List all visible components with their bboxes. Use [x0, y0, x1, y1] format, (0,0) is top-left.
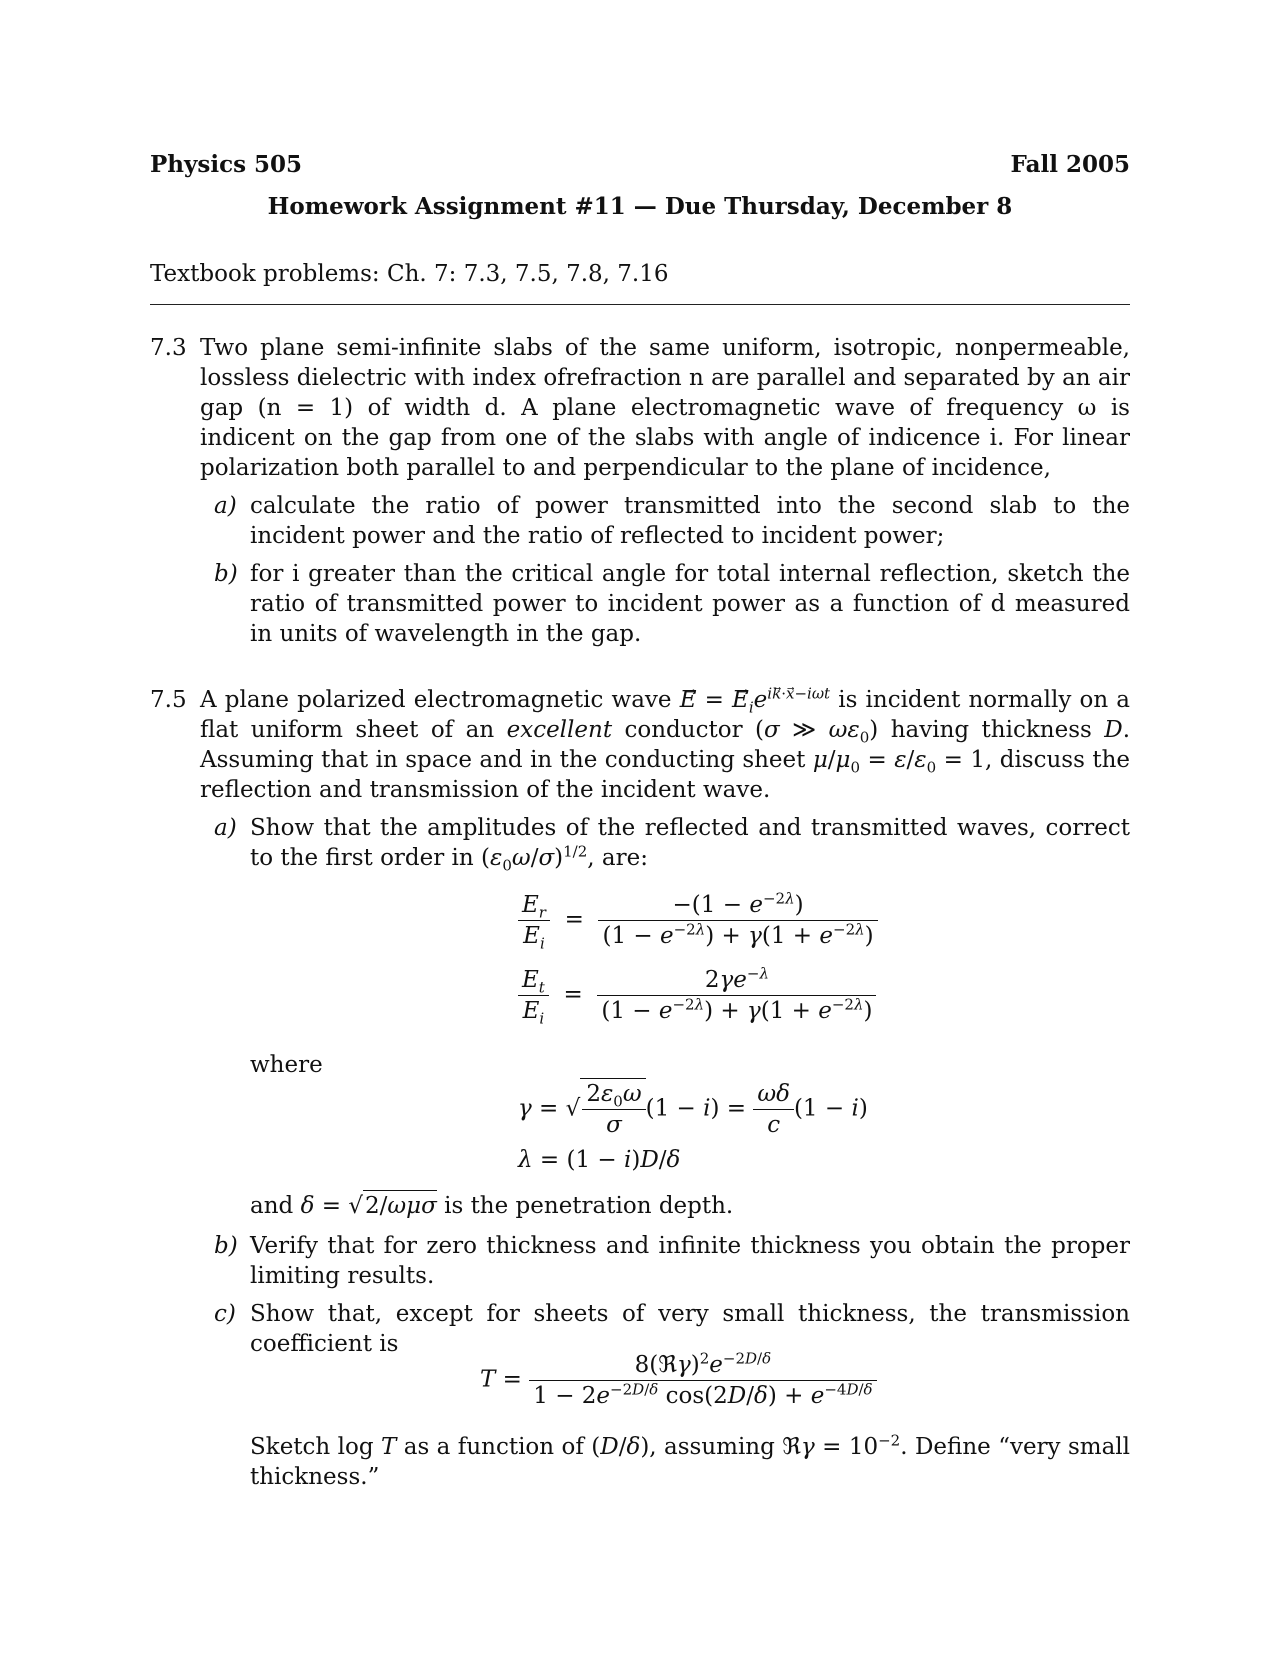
problem-text: Two plane semi-infinite slabs of the same uniform, isotropic, nonpermeable, lossless dielectric with index ofrefraction n are parallel and separated by an air gap (n = 1) of width d. A plane electromagnetic wave of frequency ω is indicent on the gap from one of the slabs with angle of indicence i. For linear polarization both parallel to and perpendicular to the plane of incidence,	[200, 335, 1130, 481]
course-name: Physics 505	[150, 151, 303, 178]
equation-transmitted: $\frac{E_t}{E_i}$ = $\frac{2\gamma e^{-\lambda}}{(1 - e^{-2\lambda}) + \gamma(1 + e^{-2\lambda})}$	[518, 965, 876, 1026]
part-text: calculate the ratio of power transmitted into the second slab to the incident power and the ratio of reflected to incident power;	[250, 493, 1130, 549]
divider	[150, 304, 1130, 305]
part-label: a)	[214, 815, 237, 841]
equation-transmission: T = $\frac{8(ℜ\gamma)^2e^{-2D/\delta}}{1 - 2e^{-2D/\delta} \cos(2D/\delta) + e^{-4D/\delta}}$	[480, 1350, 877, 1411]
assignment-title: Homework Assignment #11 — Due Thursday, December 8	[267, 193, 1013, 220]
part-a	[214, 813, 1130, 875]
term: Fall 2005	[1010, 151, 1130, 178]
problem-7-5-parts	[150, 1231, 1130, 1359]
part-label: b)	[214, 561, 238, 587]
part-b	[214, 559, 1130, 649]
part-label: c)	[214, 1301, 236, 1327]
part-text: for i greater than the critical angle for total internal reflection, sketch the ratio of transmitted power to incident power as a function of d measured in units of wavelength in the gap.	[250, 561, 1130, 647]
equation-reflected: $\frac{E_r}{E_i}$ = $\frac{-(1 - e^{-2\lambda})}{(1 - e^{-2\lambda}) + \gamma(1 + e^{-2\lambda})}$	[518, 890, 878, 951]
equation-lambda: λ = (1 − i)D/δ	[518, 1147, 681, 1173]
part-label: b)	[214, 1233, 238, 1259]
part-b	[214, 1231, 1130, 1291]
penetration-depth: and δ = √2/ωμσ is the penetration depth.	[250, 1190, 733, 1221]
problem-7-5	[150, 685, 1130, 873]
sketch-text: Sketch log T as a function of (D/δ), assuming ℜγ = $10^{-2}$. Define “very small thickness.”	[250, 1431, 1130, 1490]
problem-7-3	[150, 333, 1130, 649]
problem-number: 7.5	[150, 687, 187, 713]
equation-gamma: γ = √ $\frac{2\varepsilon_0\omega}{\sigma}$ (1 − i) = $\frac{\omega\delta}{c}$ (1 − i)	[518, 1078, 868, 1140]
problem-number: 7.3	[150, 335, 187, 361]
part-label: a)	[214, 493, 237, 519]
part-text: Verify that for zero thickness and infinite thickness you obtain the proper limiting results.	[250, 1233, 1130, 1289]
where-text: where	[250, 1052, 323, 1078]
part-text: Show that the amplitudes of the reflected and transmitted waves, correct to the first order in $(\varepsilon_0\omega/\sigma)^{1/2}$, are:	[250, 815, 1130, 875]
part-a	[214, 491, 1130, 551]
problem-text: A plane polarized electromagnetic wave E⃗ = $E_ie^{ik⃗\cdot x⃗-i\omega t}$ is incident normally on a flat uniform sheet of an excellent conductor (σ ≫ $\omega\varepsilon_0$) having thickness D. Assuming that in space and in the conducting sheet $\mu/\mu_0 = \varepsilon/\varepsilon_0 = 1$, discuss the reflection and transmission of the incident wave.	[200, 684, 1131, 803]
part-text: Show that, except for sheets of very small thickness, the transmission coefficient is	[250, 1301, 1130, 1357]
textbook-problems: Textbook problems: Ch. 7: 7.3, 7.5, 7.8, 7.16	[150, 261, 669, 287]
